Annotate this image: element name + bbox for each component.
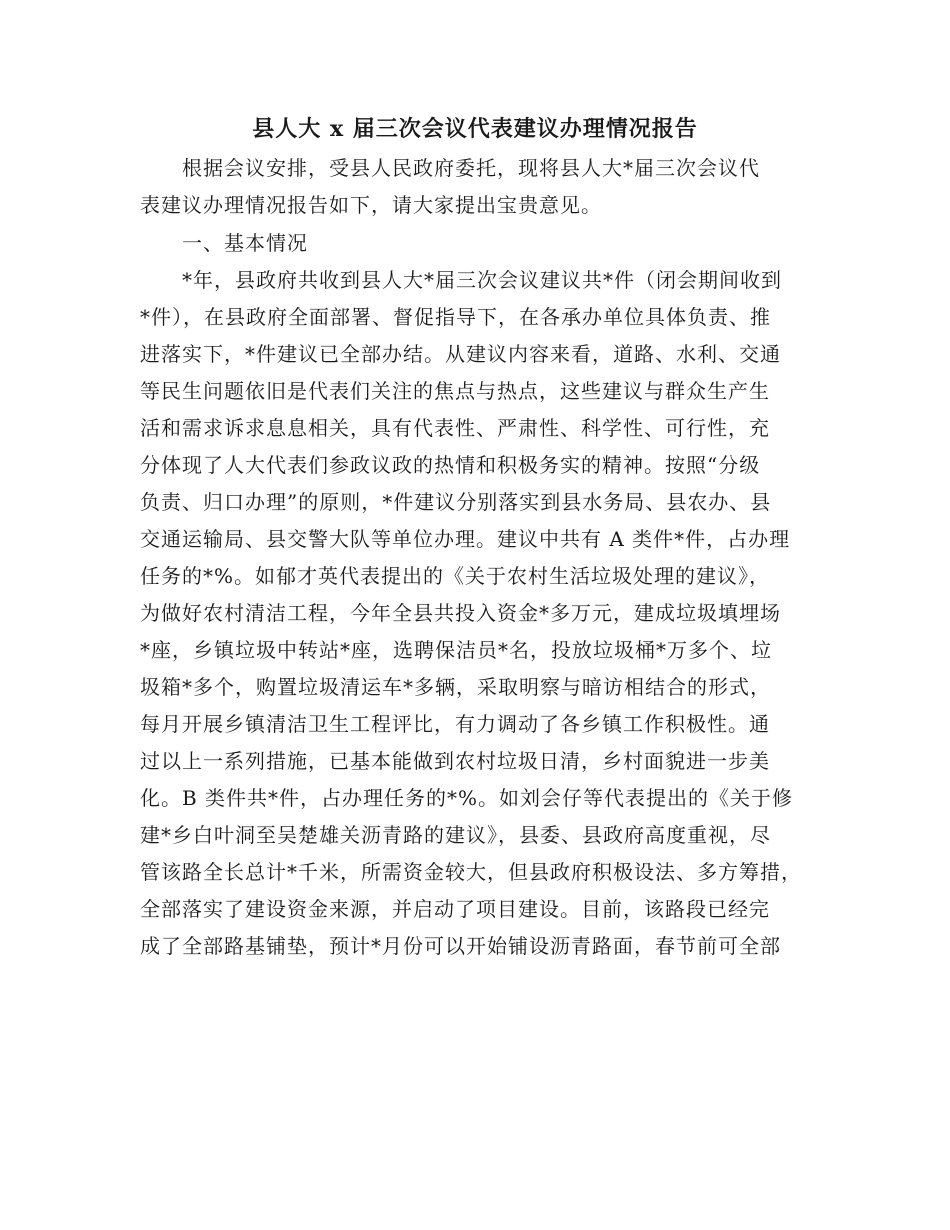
body-line: 任务的*%。如郁才英代表提出的《关于农村生活垃圾处理的建议》， xyxy=(140,564,771,588)
body-line: 表建议办理情况报告如下，请大家提出宝贵意见。 xyxy=(140,193,602,217)
section-heading: 一、基本情况 xyxy=(140,231,308,255)
body-line: 建*乡白叶洞至吴楚雄关沥青路的建议》，县委、县政府高度重视，尽 xyxy=(140,823,771,847)
body-line: 进落实下，*件建议已全部办结。从建议内容来看，道路、水利、交通 xyxy=(140,342,781,366)
body-line: 等民生问题依旧是代表们关注的焦点与热点，这些建议与群众生产生 xyxy=(140,379,770,403)
body-line: *件），在县政府全面部署、督促指导下，在各承办单位具体负责、推 xyxy=(140,305,771,329)
body-line: *座，乡镇垃圾中转站*座，选聘保洁员*名，投放垃圾桶*万多个、垃 xyxy=(140,638,772,662)
body-line: 每月开展乡镇清洁卫生工程评比，有力调动了各乡镇工作积极性。通 xyxy=(140,712,770,736)
body-line: 过以上一系列措施，已基本能做到农村垃圾日清，乡村面貌进一步美 xyxy=(140,749,770,773)
body-line: 交通运输局、县交警大队等单位办理。建议中共有 A 类件*件，占办理 xyxy=(140,527,791,551)
body-line: 成了全部路基铺垫，预计*月份可以开始铺设沥青路面，春节前可全部 xyxy=(140,934,781,958)
body-line: 为做好农村清洁工程，今年全县共投入资金*多万元，建成垃圾填埋场 xyxy=(140,601,781,625)
body-line: *年，县政府共收到县人大*届三次会议建议共*件（闭会期间收到 xyxy=(140,268,782,292)
body-line: 化。B 类件共*件，占办理任务的*%。如刘会仔等代表提出的《关于修 xyxy=(140,786,794,810)
body-line: 根据会议安排，受县人民政府委托，现将县人大*届三次会议代 xyxy=(140,156,760,180)
body-line: 负责、归口办理”的原则，*件建议分别落实到县水务局、县农办、县 xyxy=(140,490,772,514)
body-line: 活和需求诉求息息相关，具有代表性、严肃性、科学性、可行性，充 xyxy=(140,416,770,440)
document-title: 县人大 x 届三次会议代表建议办理情况报告 xyxy=(252,116,698,142)
body-line: 圾箱*多个，购置垃圾清运车*多辆，采取明察与暗访相结合的形式， xyxy=(140,675,771,699)
body-line: 分体现了人大代表们参政议政的热情和积极务实的精神。按照“分级 xyxy=(140,453,761,477)
body-line: 管该路全长总计*千米，所需资金较大，但县政府积极设法、多方筹措， xyxy=(140,860,802,884)
body-line: 全部落实了建设资金来源，并启动了项目建设。目前，该路段已经完 xyxy=(140,897,770,921)
